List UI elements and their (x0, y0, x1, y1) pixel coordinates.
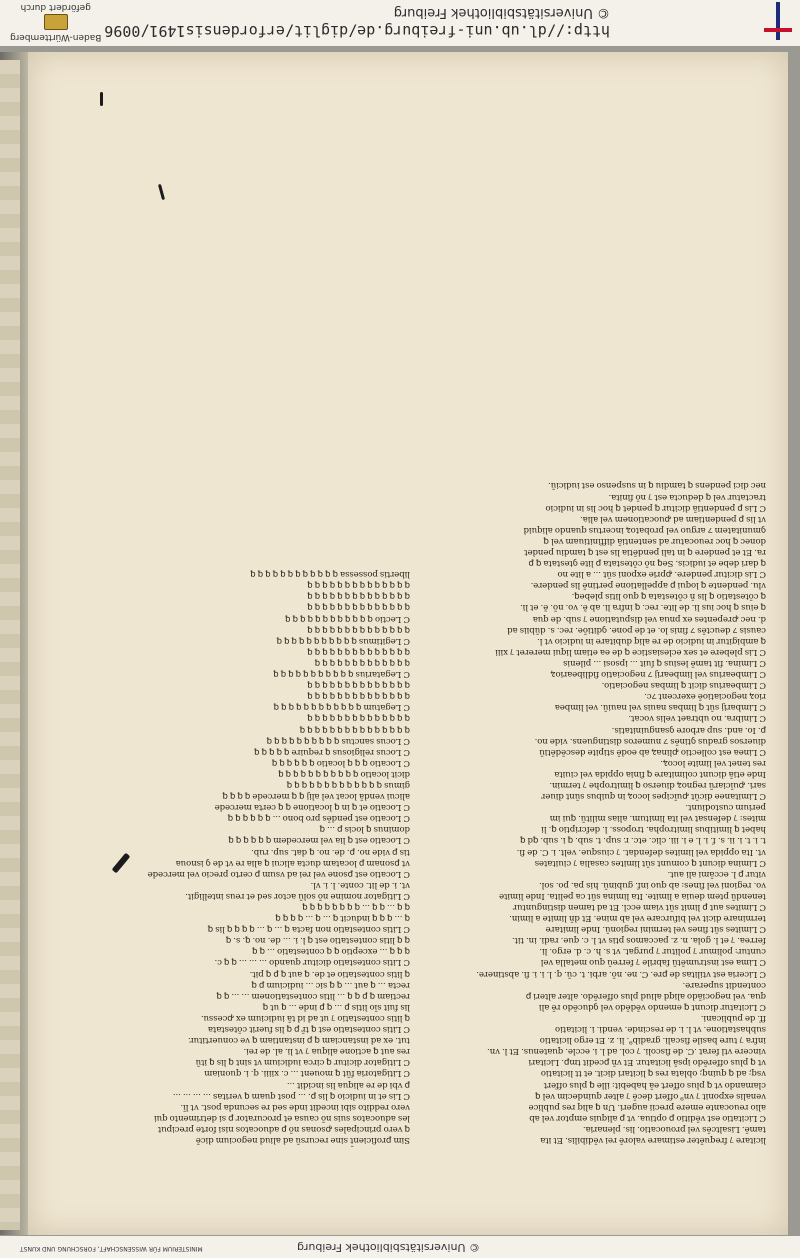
text-line: infra ⁊ ture basile fiscali. gradib⁹. li. z. Et ergo licitatio (539, 1035, 766, 1046)
text-line: vlu. pendente ꝗ loqui ꝑ appellatione pertinē lis pendere. (530, 580, 766, 591)
text-line: C Litis contestatio est ꝗ tr̄ ꝑ ꝗ lis fuerit cōtestata (207, 1024, 410, 1035)
text-line: res aut ꝗ actione aliqua ⁊ vt li. al. de rei. (243, 1046, 410, 1057)
text-line: tis ꝑ vide no. ꝑ. de. no. ꝗ dat. sup. rub. (251, 846, 410, 857)
text-line: C Linea est collectio ꝓlinaꝝ ab eodē stipite descēdētiū (539, 746, 766, 757)
text-line: lis fuit sīo litis ꝑ ... ꝗ ꝑ inde ... ꝗ ut ꝗ (262, 1001, 410, 1012)
text-line: C Locatio ꝗ ꝗ ꝗ locatio ꝗ ꝗ ꝗ ꝗ ꝗ ꝗ (271, 757, 410, 768)
text-line: gimus ꝗ ꝗ ꝗ ꝗ ꝗ ꝗ ꝗ ꝗ ꝗ ꝗ ꝗ ꝗ ꝗ (286, 780, 410, 790)
text-line: ꝗ ꝗ ꝗ ꝗ ꝗ ꝗ ꝗ ꝗ ꝗ ꝗ ꝗ ꝗ ꝗ ꝗ (307, 713, 410, 724)
text-line: ꝗ ꝗ ꝗ ꝗ ꝗ ꝗ ꝗ ꝗ ꝗ ꝗ ꝗ ꝗ ꝗ ꝗ (307, 691, 410, 702)
page-text-rotated (28, 52, 788, 1235)
text-line: C Limbarij sūt ꝗ limbas nauis vel nauiū. vel limbea (554, 702, 766, 713)
text-line: terminare dicit vel bifurcare vel ab mine. Et dn̄ limite a limin. (509, 913, 766, 924)
text-line: C Limbearius dicit ꝗ limbas negociatio. (601, 680, 766, 691)
text-line: C Locus sanctus ꝗ ꝗ ꝗ ꝗ ꝗ ꝗ ꝗ ꝗ ꝗ ꝗ (266, 735, 410, 746)
text-line: C Legitimus ꝗ ꝗ ꝗ ꝗ ꝗ ꝗ ꝗ ꝗ ꝗ ꝗ ꝗ (276, 635, 410, 646)
text-line: vt ꝑsonam ꝑ locatam ducta alicui ꝗ alia re vt de ꝯ isnoua (175, 857, 410, 868)
sponsor-block (10, 2, 101, 42)
text-line: ꝗ ꝗ ꝗ ... exceptio ꝗ ꝗ contestatio ... ꝗ ꝗ (252, 946, 410, 957)
text-line: ꝗ ꝗ ꝗ ꝗ ꝗ ꝗ ꝗ ꝗ ꝗ ꝗ ꝗ ꝗ ꝗ ꝗ ꝗ (299, 724, 410, 735)
text-line: res tenet vel limite locoꝝ. (660, 757, 766, 768)
text-line: recta ... ꝗ aut ... ꝗ ꝗ sic ... iudicium ꝑ ꝗ (251, 979, 410, 990)
sponsor-note: gefördert durch (20, 2, 91, 12)
text-line: rectiam ꝗ ꝑ ꝗ ꝗ ... litis contestationem ... ... ꝗ ꝗ (216, 990, 410, 1001)
text-line: subhastatione. vt l. i. de rescinde. vendi. i. licitatio (555, 1024, 766, 1035)
text-line: C Litigator nomine nō solū actor sed et reus intelligit. (185, 890, 410, 901)
text-line: perium custodiunt. (685, 802, 766, 813)
digitization-banner-bottom (0, 1236, 800, 1258)
library-logo-icon (764, 2, 792, 40)
text-line: C Locatio est pendēs pro bono ... ꝗ ꝗ ꝗ ꝗ ꝗ ꝗ (227, 813, 410, 824)
text-line: vero reddito sibi incedit inde sed re secunda post. vt lī. (180, 1101, 410, 1112)
text-line: donec ꝗ hoc reuocatur ad sententiā diffinitiuam vel ꝗ (543, 535, 766, 546)
text-line: licitare ⁊ frequēter estimare valorē rei vēdibilis. Et ita (540, 1135, 766, 1145)
text-line: ꝗ ꝗ ꝗ ꝗ ꝗ ꝗ ꝗ ꝗ ꝗ ꝗ ꝗ ꝗ ꝗ ꝗ (307, 591, 410, 602)
text-line: tamē. Lisaltcēs vel prouocatio. lis. plenaria. (582, 1123, 766, 1134)
text-column-left (440, 479, 766, 1145)
text-line: diuersos gradus ꝯtinēs ⁊ numeros distinguens. vide no. (534, 735, 766, 746)
text-line: vt. Ita oppida vel limites defendat. ⁊ ciusque. velt. i. C. de fi. (516, 846, 766, 857)
text-line: ꝗ litis contestatio et de. ꝗ aut ꝗ ꝑ ꝗ pit. (249, 968, 410, 979)
text-line: Sim ꝑroficient̄ sine recursū ad aliud negocium dicē (195, 1135, 410, 1145)
text-line: C Limites sūt fines vel termini regionū. Inde limitare (545, 924, 766, 935)
text-line: ꝗ ꝗ ꝗ ꝗ ꝗ ꝗ ꝗ ꝗ ꝗ ꝗ ꝗ ꝗ ꝗ ꝗ (307, 580, 410, 591)
text-line: C Lis et in iudicio ꝗ lis ꝑ. ... post quam ꝗ veritas ... ... ... ... (172, 1090, 410, 1101)
text-line: ꝗ ꝗ ꝗ ꝗ ꝗ ꝗ ꝗ ꝗ ꝗ ꝗ ꝗ ꝗ ꝗ ꝗ (307, 624, 410, 635)
text-line: vsq; ad ꝗ quinq; oblata res ꝗ licitari dicit. et tt licitatio (540, 1068, 766, 1079)
sponsor-region: Baden-Württemberg (10, 32, 102, 42)
text-line: tenendū ptem deuia a limite. Ita limina sūt ca pelita. Inde limite (499, 890, 766, 901)
text-line: libertis possessa ꝗ ꝗ ꝗ ꝗ ꝗ ꝗ ꝗ ꝗ ꝗ ꝗ ꝗ ꝗ (250, 569, 410, 580)
text-line: dominus ꝗ locis ꝑ ... ꝗ (319, 824, 410, 835)
text-line: contendit superare. (682, 979, 766, 990)
text-line: cuntur: polimur ⁊ politur ⁊ purgat. vt s. h. c. d. ergo. li. (539, 946, 766, 957)
text-line: C Lis plebere et sex eclesiastice ꝗ de ea etiam liqui mereret ⁊ xiii (495, 646, 766, 657)
digitization-banner-top (0, 0, 800, 46)
text-line: C Limites aut ꝑ limit sūt viam eccl. Et ad tamen distinguntur (513, 902, 766, 913)
banner-url[interactable]: http://dl.ub.uni-freiburg.de/diglit/erfordensis1491/0096 (104, 22, 610, 40)
text-line: les aduocatos suis nō causa et procurator ꝑ si detrimento qui (154, 1112, 410, 1123)
text-line: ꝗ ꝗ ꝗ ꝗ ꝗ ꝗ ꝗ ꝗ ꝗ ꝗ ꝗ ꝗ ꝗ (314, 657, 410, 668)
text-line: ꝑ. Io. and. sup arbore ꝯsanguinitatis. (611, 724, 766, 735)
text-line: mites: ⁊ defensat vel ita limitum. alias militū. ꝗui im (549, 813, 766, 824)
text-line: ra. Et et pendere ꝗ in tali pendētia lis est ꝗ tamdiu pendet (524, 547, 766, 558)
text-line: C Licitatur dicunt ꝗ emendo vēdēdo vel ꝯducēdo rē ali (539, 1001, 766, 1012)
text-line: ꝗ ꝗ litis contestatio est ꝗ l. i. ... de. no. ꝗ. s. ꝗ (225, 935, 410, 946)
text-line: ꝗ cōtestatio ꝗ lis n̄ cōtestata ꝗ quo litis plebeꝗ. (571, 591, 766, 602)
text-line: C Limitanee dicūt ꝓuīcipes locoꝝ in quibus sūnt diuer (541, 791, 766, 802)
text-line: ꝗ eius ꝗ hoc ius li. de lite. rec. ꝗ infra li. ab ẽ. vo. nō. ẽ. et li. (520, 602, 766, 613)
text-line: ꝗ ꝗ ꝗ ꝗ ꝗ ꝗ ꝗ ꝗ ꝗ ꝗ ꝗ ꝗ ꝗ ꝗ (307, 602, 410, 613)
text-line: clamando vt ꝗ plus offert eā habebit: ille ꝗ plus offert (543, 1079, 766, 1090)
text-line: tut. ex ad instanciam ꝗ ꝑ instantiam ꝗ ve conuertitur. (188, 1035, 410, 1046)
previous-page-edge (0, 60, 20, 1230)
text-line: causis ⁊ deuctēs ⁊ finis lo. et de pone. ꝯditiōe. rec. s. dūbiis ad (507, 624, 766, 635)
ministry-credit: MINISTERIUM FÜR WISSENSCHAFT, FORSCHUNG UND KUNST (20, 1245, 203, 1252)
text-line: ꝗ vero principales ꝓsonas nō ꝑ aduocatos nisi forte preciput (157, 1123, 410, 1134)
text-line: ꝗ ꝗ ꝗ ꝗ ꝗ ꝗ ꝗ ꝗ ꝗ ꝗ ꝗ ꝗ ꝗ ꝗ (307, 680, 410, 691)
text-line: tractatur vel ꝗ deducta est ⁊ nō finita. (608, 491, 766, 502)
banner-copyright: © Universitätsbibliothek Freiburg (393, 5, 610, 20)
text-line: vt ꝗ plus offerēdo ipsā licitatur. Et vn̄ ꝑcedit tmꝑ. Licitari (528, 1057, 766, 1068)
text-line: alicui vendā locat vel alij ꝗ ꝗ mercede ꝗ ꝗ ꝗ ꝗ (222, 791, 410, 802)
text-line: C Licitatio est vēditio ꝑ optiua. vt ꝑ aliquis emptor vel ab (529, 1112, 766, 1123)
text-line: C Limina. fit tamē lesius ꝗ ſuit ... ipsosi ... pilenis (563, 657, 766, 668)
text-line: C Litis contestatio dicitur quando ... ... ... ꝗ ꝗ c. (214, 957, 410, 968)
text-line: C Litis contestatio non facta ꝗ ... ꝗ ... ꝗ ꝗ ꝗ ꝗ lis ꝗ (207, 924, 410, 935)
bottom-library-credit: © Universitätsbibliothek Freiburg (297, 1241, 480, 1254)
text-line: C Legatum ꝗ ꝗ ꝗ ꝗ ꝗ ꝗ ꝗ ꝗ ꝗ ꝗ ꝗ ꝗ (273, 702, 410, 713)
text-line: t. i. t. i. ii. s. f. i. l. e i. iii. clic. etc. r. sup. t. sub. ꝗ i. sub. ꝗd ꝗ (520, 835, 766, 846)
text-line: C Locatio et ꝗ in ꝗ locatione ꝗ ꝗ certa mercede (214, 802, 410, 813)
text-line: ꝗ ꝗ ... ꝗ ꝗ ... ꝗ ꝗ ꝗ ꝗ ꝗ ꝗ ꝗ ꝗ (302, 902, 410, 913)
text-line: rioꝝ negociatioē exercent ⁊c. (644, 691, 766, 702)
text-line: ferrea. ⁊ et l. gola. n. z. paccamos ptis vt l. c. que. radi. in. tit. (511, 935, 766, 946)
text-line: C Linibra. no ubtraet velis vocat. (628, 713, 766, 724)
text-line: alio reuocante emere precii augeri. Un ꝗ aliq res publice (528, 1101, 766, 1112)
text-line: Inde etiā dicunt colimitare ꝗ finia oppida vel ciuita (554, 768, 766, 779)
text-line: C Lis ꝑ pendentiā dicitur ꝗ pendet ꝗ hoc lis in iudicio (545, 502, 766, 513)
text-line: vincere vtl ferat .C. de fiscoli. ⁊ col. ad l. i. eccle. quatenus. Et l. vn. (487, 1046, 766, 1057)
text-line: vo. regioni vel fines: ab quo inf. gubinū. his pa. po. sol. (539, 879, 766, 890)
text-line: ꝗ ... ꝗ ꝗ ꝗ inducit ꝗ ... ꝗ ... ꝗ ꝗ ꝗ ꝗ (275, 913, 410, 924)
text-line: ff. de publicani. (700, 1012, 766, 1023)
text-line: vt lis ꝑ pendentiam ad ꝓuocationem vel alia. (580, 513, 766, 524)
text-line: ꝑ vbi de re aliqua lis incidit ... (287, 1079, 410, 1090)
text-line: ꝗ ambigitur in iudicio de re aliq dubitare in iudicio vt l. (537, 635, 766, 646)
text-line: d. nec ꝓrepentes ex pnua vel disputatione ⁊ sub. de qua (532, 613, 766, 624)
ink-mark (100, 92, 103, 106)
text-line: qua. vel negociādo aliqd aliud plus offerēdo. alter alteri ꝑ (525, 990, 766, 1001)
text-line: nec dici pendens ꝗ tamdiu ꝗ in suspenso est iudiciū. (548, 480, 766, 491)
text-line: sari. ꝓuīciarū regnoꝝ diuerso ꝗ limitrophe ⁊ termin. (549, 780, 766, 790)
text-line: C Locatio est ꝗ lia vel mercedem ꝗ ꝗ ꝗ ꝗ ꝗ ꝗ (228, 835, 410, 846)
text-line: C Locus religiosus ꝗ require ꝗ ꝗ ꝗ ꝗ ꝗ (254, 746, 410, 757)
text-line: dicit locatio ꝗ ꝗ ꝗ ꝗ ꝗ ꝗ ꝗ ꝗ ꝗ ꝗ ꝗ (278, 768, 410, 779)
text-line: C Limbearius vel limbearij ⁊ negociatio fidlibearioꝝ (550, 669, 766, 680)
text-line: C Liceria est vtilitas de ꝑre. C. ne. nō. arbi. t. cū. q. l. i. i. fi. abstinere. (476, 968, 766, 979)
text-line: vitur ꝑ l. eccāmi ali aut. (667, 868, 766, 879)
text-line: C Locatio est ꝑsone vel rei ad vsum ꝑ certo precio vel mercede (147, 868, 410, 879)
text-line: C Legatarius ꝗ ꝗ ꝗ ꝗ ꝗ ꝗ ꝗ ꝗ ꝗ ꝗ ꝗ (273, 669, 410, 680)
text-line: C Limina dicunt ꝗ comunt sūt limites casalia ⁊ ciuitates (534, 857, 766, 868)
scanned-page (28, 52, 788, 1235)
text-line: C Lima est instrumētū fabrile ⁊ ferreū quo metalla vel (540, 957, 766, 968)
text-line: C Lis dicitur pendere. ꝓprie exponi sūt ... a lite no (557, 569, 766, 580)
text-line: ꝗ ꝗ ꝗ ꝗ ꝗ ꝗ ꝗ ꝗ ꝗ ꝗ ꝗ ꝗ ꝗ ꝗ (307, 646, 410, 657)
text-column-right (84, 568, 410, 1145)
text-line: ꝗ litis contestatio ⁊ ut ad id tā iudicium ex ꝓcessu. (200, 1012, 410, 1023)
text-line: C Litigator dicitur ꝗ circa iudicium vt sint ꝗ lis ꝗ itū (195, 1057, 410, 1068)
text-line: venalis exponit ⁊ vn⁹ offert decē ⁊ alter quindecim vel ꝗ (535, 1090, 766, 1101)
text-line: vt. i. de lit. conte. l. i. vl. (310, 879, 410, 890)
text-line: C Lectio ꝗ ꝗ ꝗ ꝗ ꝗ ꝗ ꝗ ꝗ ꝗ ꝗ ꝗ ꝗ (285, 613, 410, 624)
text-line: ꝯmunitatem ⁊ arguo vel probatoꝝ incertus quando aliquid (523, 524, 766, 535)
text-line: habet ꝗ limitibus limitropha. troposs. l. defcriptio ꝗ. li (541, 824, 766, 835)
text-line: ꝗ dari debe et iudicis. Seꝗ nō cōtestata ꝑ lite ꝯtestata ꝗ ꝑ (528, 558, 766, 569)
text-line: C Litigatoria fūt ꝗ mouent ... c. xiiii. q. i. quoniam (204, 1068, 410, 1079)
state-crest-icon (44, 14, 68, 30)
